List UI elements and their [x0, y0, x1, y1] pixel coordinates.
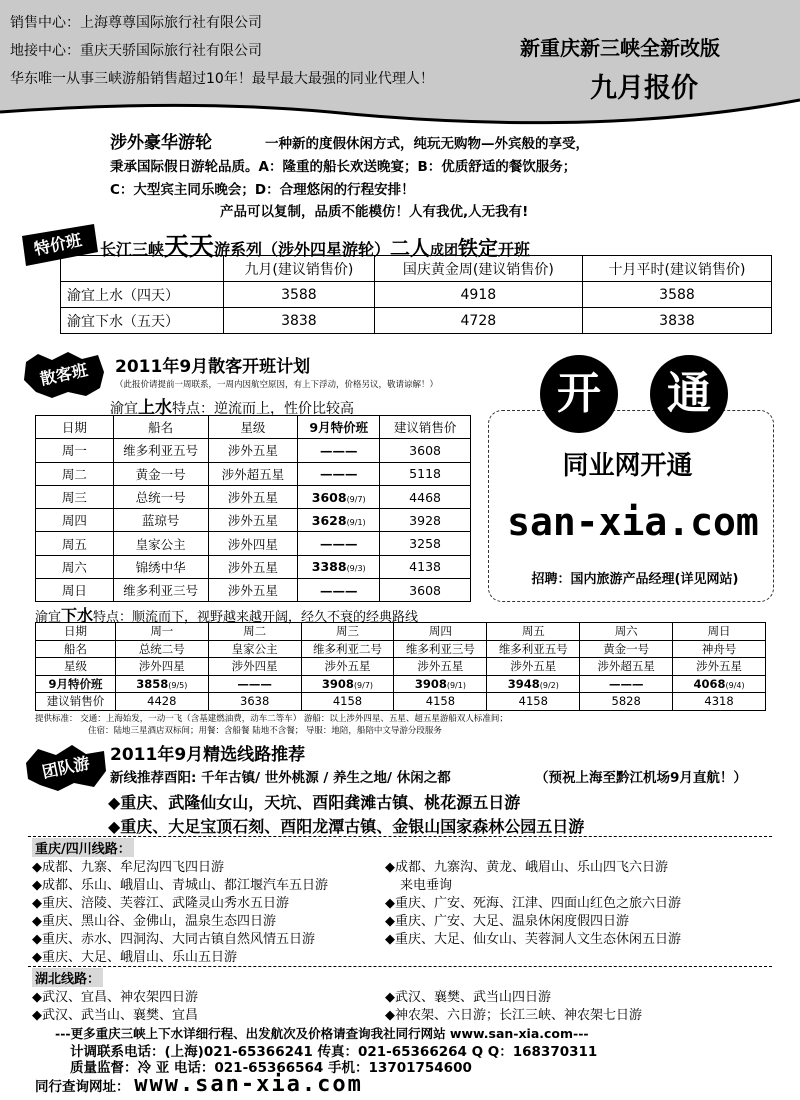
table-header-cell: 周日: [673, 623, 766, 641]
route-item: ◆重庆、广安、死海、江津、四面山红色之旅六日游: [385, 896, 681, 911]
table-cell: 涉外五星: [487, 658, 580, 676]
region-hubei-label: 湖北线路：: [32, 968, 103, 987]
table-cell: 涉外五星: [301, 658, 394, 676]
upstream-prefix: 渝宜: [110, 401, 138, 417]
special-date: (9/2): [539, 680, 559, 690]
table-cell: 4428: [115, 693, 208, 711]
upstream-feature-text: 特点：逆流而上，性价比较高: [172, 401, 354, 417]
table-cell: 4728: [374, 308, 582, 334]
table-header-cell: 周三: [301, 623, 394, 641]
table-row: [61, 308, 772, 334]
table-cell: 3838: [224, 308, 375, 334]
group-badge-label: 团队游: [40, 753, 92, 782]
ground-center: 地接中心：重庆天骄国际旅行社有限公司: [10, 43, 262, 59]
special-price-table: [60, 255, 772, 334]
row-label: 船名: [36, 640, 116, 658]
downstream-feature-text: 特点：顺流而下，视野越来越开阔，经久不衰的经典路线: [93, 610, 419, 625]
plan-badge-label: 散客班: [38, 360, 90, 389]
table-cell: 3588: [224, 282, 375, 308]
promo-char-2: 通: [650, 355, 728, 433]
special-date: (9/3): [346, 564, 366, 574]
table-header-cell: 周四: [394, 623, 487, 641]
sales-center: 销售中心：上海尊尊国际旅行社有限公司: [10, 15, 262, 31]
table-row: [36, 532, 471, 555]
special-price: 3608: [311, 489, 347, 505]
table-row: [36, 640, 766, 658]
cruise-intro-3: C：大型宾主同乐晚会；D：合理悠闲的行程安排！: [110, 182, 415, 198]
table-row: [36, 555, 471, 578]
table-cell: 涉外超五星: [208, 462, 298, 485]
table-cell: 5118: [380, 462, 471, 485]
table-cell: [115, 675, 208, 693]
series-big: 天天: [164, 232, 215, 261]
table-header-row: [61, 256, 772, 282]
plan-title: 2011年9月散客开班计划: [115, 357, 311, 377]
table-cell: [487, 675, 580, 693]
table-cell: 维多利亚三号: [113, 579, 208, 602]
special-price: 3908: [414, 676, 447, 691]
route-item: ◆重庆、涪陵、芙蓉江、武隆灵山秀水五日游: [32, 896, 289, 911]
service-standard-2: 住宿：陆地三星酒店双标间；用餐：含船餐 陆地不含餐； 导服：地陪，船陪中文导游分段服务: [88, 726, 442, 736]
upstream-table: [35, 415, 471, 602]
table-cell: 黄金一号: [113, 462, 208, 485]
table-row: [36, 579, 471, 602]
table-cell: [298, 579, 380, 602]
table-cell: 渝宜上水（四天）: [61, 282, 224, 308]
table-cell: 4158: [301, 693, 394, 711]
route-item: ◆成都、九寨、牟尼沟四飞四日游: [32, 860, 224, 875]
special-price: 3908: [321, 676, 354, 691]
promo-domain[interactable]: san-xia.com: [507, 500, 759, 544]
row-label: 建议销售价: [36, 693, 116, 711]
table-cell: 总统一号: [113, 485, 208, 508]
tagline: 华东唯一从事三峡游船销售超过10年！最早最大最强的同业代理人！: [10, 71, 434, 87]
table-cell: 皇家公主: [113, 532, 208, 555]
downstream-prefix: 渝宜: [35, 610, 62, 625]
table-cell: 周五: [36, 532, 114, 555]
special-date: (9/7): [353, 680, 374, 690]
site-label: 同行查询网址：: [35, 1079, 130, 1095]
table-header-cell: 周五: [487, 623, 580, 641]
table-cell: [298, 555, 380, 578]
highlight-route-1: ◆重庆、武隆仙女山，天坑、酉阳龚滩古镇、桃花源五日游: [108, 793, 521, 812]
table-header-row: [36, 416, 471, 439]
table-cell: 涉外超五星: [580, 658, 673, 676]
table-header-cell: [61, 256, 224, 282]
table-cell: 3638: [208, 693, 301, 711]
table-cell: 总统二号: [115, 640, 208, 658]
table-cell: 涉外四星: [208, 532, 298, 555]
table-cell: 涉外五星: [394, 658, 487, 676]
table-header-cell: 九月(建议销售价): [224, 256, 375, 282]
highlight-route-2: ◆重庆、大足宝顶石刻、酉阳龙潭古镇、金银山国家森林公园五日游: [108, 817, 585, 836]
table-header-cell: 船名: [113, 416, 208, 439]
routes-title: 2011年9月精选线路推荐: [110, 745, 306, 765]
table-header-cell: 周一: [115, 623, 208, 641]
table-cell: [301, 675, 394, 693]
downstream-word: 下水: [61, 606, 94, 625]
special-price: ———: [319, 582, 358, 598]
special-price: 3858: [136, 676, 169, 691]
table-cell: 涉外四星: [208, 658, 301, 676]
special-price: ———: [237, 676, 272, 691]
table-cell: 涉外四星: [115, 658, 208, 676]
table-row: [36, 509, 471, 532]
table-header-cell: 建议销售价: [380, 416, 471, 439]
route-item: ◆神农架、六日游；长江三峡、神农架七日游: [385, 1008, 642, 1023]
table-row: [36, 693, 766, 711]
table-row: [36, 462, 471, 485]
special-price: 3948: [507, 676, 540, 691]
series-group: 成团: [430, 243, 459, 259]
group-badge: [24, 745, 108, 791]
plan-note: （此报价请提前一周联系，一周内因航空原因，有上下浮动，价格另议，敬请谅解！）: [115, 380, 439, 390]
price-title: 九月报价: [590, 73, 698, 104]
table-cell: 4918: [374, 282, 582, 308]
table-cell: 周四: [36, 509, 114, 532]
table-cell: [673, 675, 766, 693]
table-row: [36, 439, 471, 462]
special-date: (9/1): [446, 680, 466, 690]
table-cell: 3928: [380, 509, 471, 532]
special-price: 3628: [311, 512, 347, 528]
table-cell: 周一: [36, 439, 114, 462]
quality-line: 质量监督：冷 亚 电话：021-65366564 手机：13701754600: [70, 1060, 472, 1076]
table-header-cell: 国庆黄金周(建议销售价): [374, 256, 582, 282]
table-cell: 周三: [36, 485, 114, 508]
special-price: ———: [319, 466, 358, 482]
route-item: ◆重庆、大足、仙女山、芙蓉洞人文生态休闲五日游: [385, 932, 681, 947]
special-date: (9/4): [725, 680, 745, 690]
table-cell: 维多利亚五号: [113, 439, 208, 462]
table-header-row: [36, 623, 766, 641]
table-cell: [298, 485, 380, 508]
series-fixed: 铁定: [458, 236, 499, 260]
more-info: ---更多重庆三峡上下水详细行程、出发航次及价格请查询我社同行网站 www.san-xia.com---: [55, 1026, 589, 1041]
cruise-intro-1: 一种新的度假休闲方式，纯玩无购物—外宾般的享受，: [265, 136, 589, 152]
table-cell: 涉外五星: [673, 658, 766, 676]
route-item: ◆武汉、宜昌、神农架四日游: [32, 990, 198, 1005]
special-price: ———: [608, 676, 644, 691]
promo-char-1: 开: [540, 355, 618, 433]
table-cell: 涉外五星: [208, 579, 298, 602]
special-date: (9/7): [346, 494, 366, 504]
route-item: ◆武汉、襄樊、武当山四日游: [385, 990, 551, 1005]
table-cell: 周六: [36, 555, 114, 578]
series-mid: 游系列（涉外四星游轮）: [214, 240, 391, 259]
site-line: [35, 1072, 363, 1097]
table-cell: 涉外五星: [208, 439, 298, 462]
table-cell: 周日: [36, 579, 114, 602]
special-date: (9/1): [346, 517, 366, 527]
row-label: 星级: [36, 658, 116, 676]
table-row: [36, 485, 471, 508]
table-cell: [298, 439, 380, 462]
table-cell: 5828: [580, 693, 673, 711]
table-header-cell: 9月特价班: [298, 416, 380, 439]
route-item: ◆成都、乐山、峨眉山、青城山、都江堰汽车五日游: [32, 878, 328, 893]
table-row: [61, 282, 772, 308]
new-line-note: （预祝上海至黔江机场9月直航！）: [535, 770, 747, 786]
table-cell: 3608: [380, 579, 471, 602]
table-cell: 涉外五星: [208, 485, 298, 508]
special-price: 3388: [311, 559, 347, 575]
table-cell: [394, 675, 487, 693]
promo-hiring: 招聘：国内旅游产品经理(详见网站): [531, 572, 739, 587]
table-cell: 3258: [380, 532, 471, 555]
table-cell: 3838: [582, 308, 771, 334]
promo-headline: 同业网开通: [562, 451, 693, 481]
table-cell: [298, 532, 380, 555]
table-cell: 神舟号: [673, 640, 766, 658]
divider: [28, 966, 772, 967]
table-cell: [298, 462, 380, 485]
table-header-cell: 日期: [36, 623, 116, 641]
special-price: ———: [319, 536, 358, 552]
table-cell: 维多利亚三号: [394, 640, 487, 658]
table-cell: 维多利亚五号: [487, 640, 580, 658]
table-header-cell: 日期: [36, 416, 114, 439]
special-price: 4068: [693, 676, 726, 691]
route-note: 来电垂询: [400, 878, 453, 893]
route-item: ◆重庆、大足、峨眉山、乐山五日游: [32, 950, 237, 965]
route-item: ◆成都、九寨沟、黄龙、峨眉山、乐山四飞六日游: [385, 860, 668, 875]
contact-line: 计调联系电话：(上海)021-65366241 传真：021-65366264 Q Q：168370311: [70, 1044, 598, 1060]
upstream-word: 上水: [138, 398, 172, 418]
series-pre: 长江三峡: [100, 240, 165, 259]
table-cell: 涉外五星: [208, 555, 298, 578]
table-cell: 锦绣中华: [113, 555, 208, 578]
special-price: ———: [319, 442, 358, 458]
table-header-cell: 十月平时(建议销售价): [582, 256, 771, 282]
table-cell: 周二: [36, 462, 114, 485]
table-cell: 4158: [394, 693, 487, 711]
table-cell: 3608: [380, 439, 471, 462]
table-cell: [298, 509, 380, 532]
new-line-intro: 新线推荐酉阳: 千年古镇/ 世外桃源 / 养生之地/ 休闲之都: [110, 770, 451, 786]
table-cell: 3588: [582, 282, 771, 308]
route-item: ◆重庆、赤水、四洞沟、大同古镇自然风情五日游: [32, 932, 315, 947]
cruise-intro-2: 秉承国际假日游轮品质。A：隆重的船长欢送晚宴；B：优质舒适的餐饮服务；: [110, 159, 577, 175]
table-header-cell: 周六: [580, 623, 673, 641]
special-badge-label: 特价班: [32, 230, 84, 259]
table-cell: 4468: [380, 485, 471, 508]
cruise-title: 涉外豪华游轮: [110, 133, 212, 153]
table-cell: 皇家公主: [208, 640, 301, 658]
table-cell: 涉外五星: [208, 509, 298, 532]
table-cell: 维多利亚二号: [301, 640, 394, 658]
slogan: 产品可以复制，品质不能模仿！人有我优,人无我有!: [220, 204, 529, 220]
edition-title: 新重庆新三峡全新改版: [520, 36, 720, 60]
route-item: ◆武汉、武当山、襄樊、宜昌: [32, 1008, 198, 1023]
table-cell: [208, 675, 301, 693]
table-cell: 黄金一号: [580, 640, 673, 658]
route-item: ◆重庆、广安、大足、温泉休闲度假四日游: [385, 914, 629, 929]
special-date: (9/5): [168, 680, 188, 690]
table-row: [36, 658, 766, 676]
table-cell: 4318: [673, 693, 766, 711]
table-header-cell: 周二: [208, 623, 301, 641]
table-cell: [580, 675, 673, 693]
table-cell: 渝宜下水（五天）: [61, 308, 224, 334]
table-cell: 4138: [380, 555, 471, 578]
table-header-cell: 星级: [208, 416, 298, 439]
row-label: 9月特价班: [36, 675, 116, 693]
table-cell: 4158: [487, 693, 580, 711]
route-item: ◆重庆、黑山谷、金佛山，温泉生态四日游: [32, 914, 276, 929]
table-cell: 蓝琼号: [113, 509, 208, 532]
divider: [28, 836, 772, 837]
service-standard-1: 提供标准： 交通：上海始发，一动一飞（含基建燃油费，动车二等车） 游船：以上涉外四星、五星、超五星游船双人标准间；: [35, 714, 508, 724]
plan-badge: [22, 352, 106, 398]
series-end: 开班: [498, 240, 531, 259]
table-row: [36, 675, 766, 693]
downstream-table: [35, 622, 766, 711]
site-url[interactable]: www.san-xia.com: [134, 1072, 363, 1097]
region-sichuan-label: 重庆/四川线路：: [32, 838, 134, 857]
series-two: 二人: [390, 236, 431, 260]
